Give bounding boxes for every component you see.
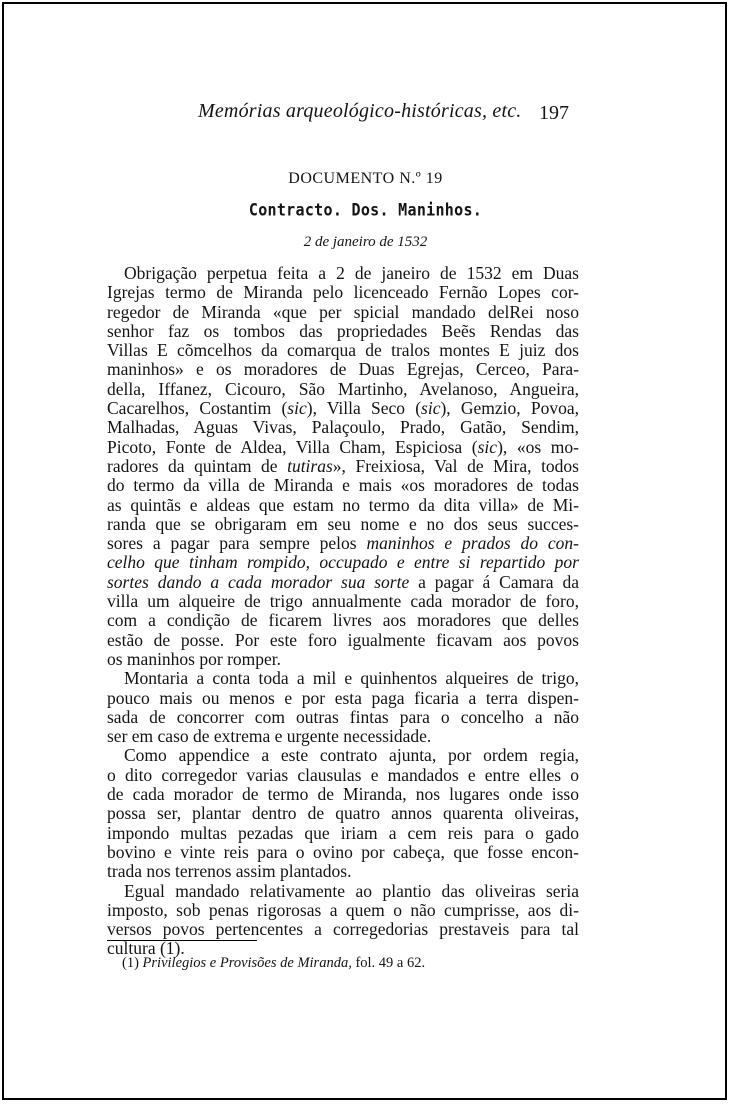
text-line [107,264,579,283]
text-line [107,901,579,920]
text-line [107,573,579,592]
text-line [107,746,579,765]
text-segment: ser em caso de extrema e urgente necessidade. [107,726,432,747]
italic-segment: sortes dando a cada morador sua sorte [107,571,410,592]
text-line [107,862,579,881]
text-segment: maninhos» e os moradores de Duas Egrejas, Cerceo, Para- [107,359,579,380]
text-line [107,418,579,437]
text-segment: a pagar á Camara da [409,571,579,592]
page-header [0,100,731,130]
text-segment: de cada morador de termo de Miranda, nos lugares onde isso [107,784,579,805]
text-segment: Cacarelhos, Costantim ( [107,398,288,419]
text-segment: Malhadas, Aguas Vivas, Palaçoulo, Prado, Gatão, Sendim, [107,417,579,438]
text-line [107,399,579,418]
text-segment: ), Gemzio, Povoa, [440,398,579,419]
footnote-marker: (1) [122,955,143,971]
text-line [107,380,579,399]
text-line [107,341,579,360]
footnote-reference: fol. 49 a 62. [351,955,426,971]
text-line [107,496,579,515]
text-segment: do termo da villa de Miranda e mais «os moradores de todas [107,475,579,496]
text-segment: imposto, sob penas rigorosas a quem o não cumprisse, aos di- [107,899,579,920]
document-number: DOCUMENTO N.º 19 [288,170,443,187]
footnote-rule [107,940,257,941]
text-segment: com a condição de ficarem livres aos moradores que delles [107,610,579,631]
text-line [107,669,579,688]
text-segment: Igrejas termo de Miranda pelo licenceado Fernão Lopes cor- [107,282,579,303]
italic-segment: maninhos e prados do con- [366,533,580,554]
italic-segment: sic [477,436,498,457]
text-segment: Montaria a conta toda a mil e quinhentos alqueires de trigo, [124,668,579,689]
text-line [107,515,579,534]
text-line [107,708,579,727]
text-line [107,689,579,708]
text-segment: senhor faz os tombos das propriedades Beẽs Rendas das [107,320,579,341]
document-date: 2 de janeiro de 1532 [303,234,428,250]
text-segment: villa um alqueire de trigo annualmente cada morador de foro, [107,591,579,612]
text-segment: randa que se obrigaram em seu nome e no dos seus succes- [107,513,579,534]
document-title: Contracto. Dos. Maninhos. [248,199,483,221]
text-segment: », Freixiosa, Val de Mira, todos [332,455,579,476]
text-line [107,611,579,630]
text-segment: bovino e vinte reis para o ovino por cabeça, que fosse encon- [107,841,579,862]
text-line [107,824,579,843]
text-line [107,766,579,785]
text-line [107,303,579,322]
text-segment: as quintãs e aldeas que estam no termo da dita villa» de Mi- [107,494,579,515]
text-line [107,553,579,572]
text-segment: ), «os mo- [497,436,579,457]
text-segment: Picoto, Fonte de Aldea, Villa Cham, Espiciosa ( [107,436,478,457]
text-line [107,804,579,823]
text-segment: Como appendice a este contrato ajunta, por ordem regia, [124,745,579,766]
text-line [107,592,579,611]
text-line [107,843,579,862]
italic-segment: sic [421,398,441,419]
text-line [107,438,579,457]
text-line [107,322,579,341]
text-line [107,727,579,746]
text-line [107,476,579,495]
text-line [107,882,579,901]
text-line [107,360,579,379]
italic-segment: celho que tinham rompido, occupado e entre si repartido por [107,552,579,573]
text-segment: Obrigação perpetua feita a 2 de janeiro de 1532 em Duas [124,263,579,283]
text-line [107,650,579,669]
italic-segment: tutiras [287,455,333,476]
text-segment: pouco mais ou menos e por esta paga ficaria a terra dispen- [107,687,579,708]
text-segment: radores da quintam de [107,455,288,476]
text-segment: ), Villa Seco ( [306,398,422,419]
italic-segment: sic [287,398,307,419]
text-segment: versos povos pertencentes a corregedorias prestaveis para tal [107,919,579,940]
page-number: 197 [539,102,569,124]
text-segment: estão de posse. Por este foro igualmente ficavam aos povos [107,629,579,650]
text-segment: regedor de Miranda «que per spicial mandado delRei noso [107,301,579,322]
text-segment: possa ser, plantar dentro de quatro annos quarenta oliveiras, [107,803,579,824]
body-text [107,264,579,959]
text-segment: sores a pagar para sempre pelos [107,533,367,554]
text-line [107,283,579,302]
text-segment: sada de concorrer com outras fintas para o concelho a não [107,706,579,727]
text-segment: impondo multas pezadas que iriam a cem reis para o gado [107,822,579,843]
text-segment: Villas E cõmcelhos da comarqua de tralos montes E juiz dos [107,340,579,361]
text-line [107,457,579,476]
running-title: Memórias arqueológico-históricas, etc. [198,100,522,122]
text-segment: Egual mandado relativamente ao plantio das oliveiras seria [124,880,579,901]
text-line [107,631,579,650]
text-segment: della, Iffanez, Cicouro, São Martinho, Avelanoso, Angueira, [107,378,579,399]
text-segment: o dito corregedor varias clausulas e mandados e entre elles o [107,764,579,785]
text-segment: trada nos terrenos assim plantados. [107,861,352,882]
footnote [122,955,425,972]
text-segment: cultura (1). [107,938,185,959]
text-line [107,785,579,804]
text-line [107,534,579,553]
text-segment: os maninhos por romper. [107,648,282,669]
text-line [107,920,579,939]
footnote-source-title: Privilegios e Provisões de Miranda, [142,955,352,971]
